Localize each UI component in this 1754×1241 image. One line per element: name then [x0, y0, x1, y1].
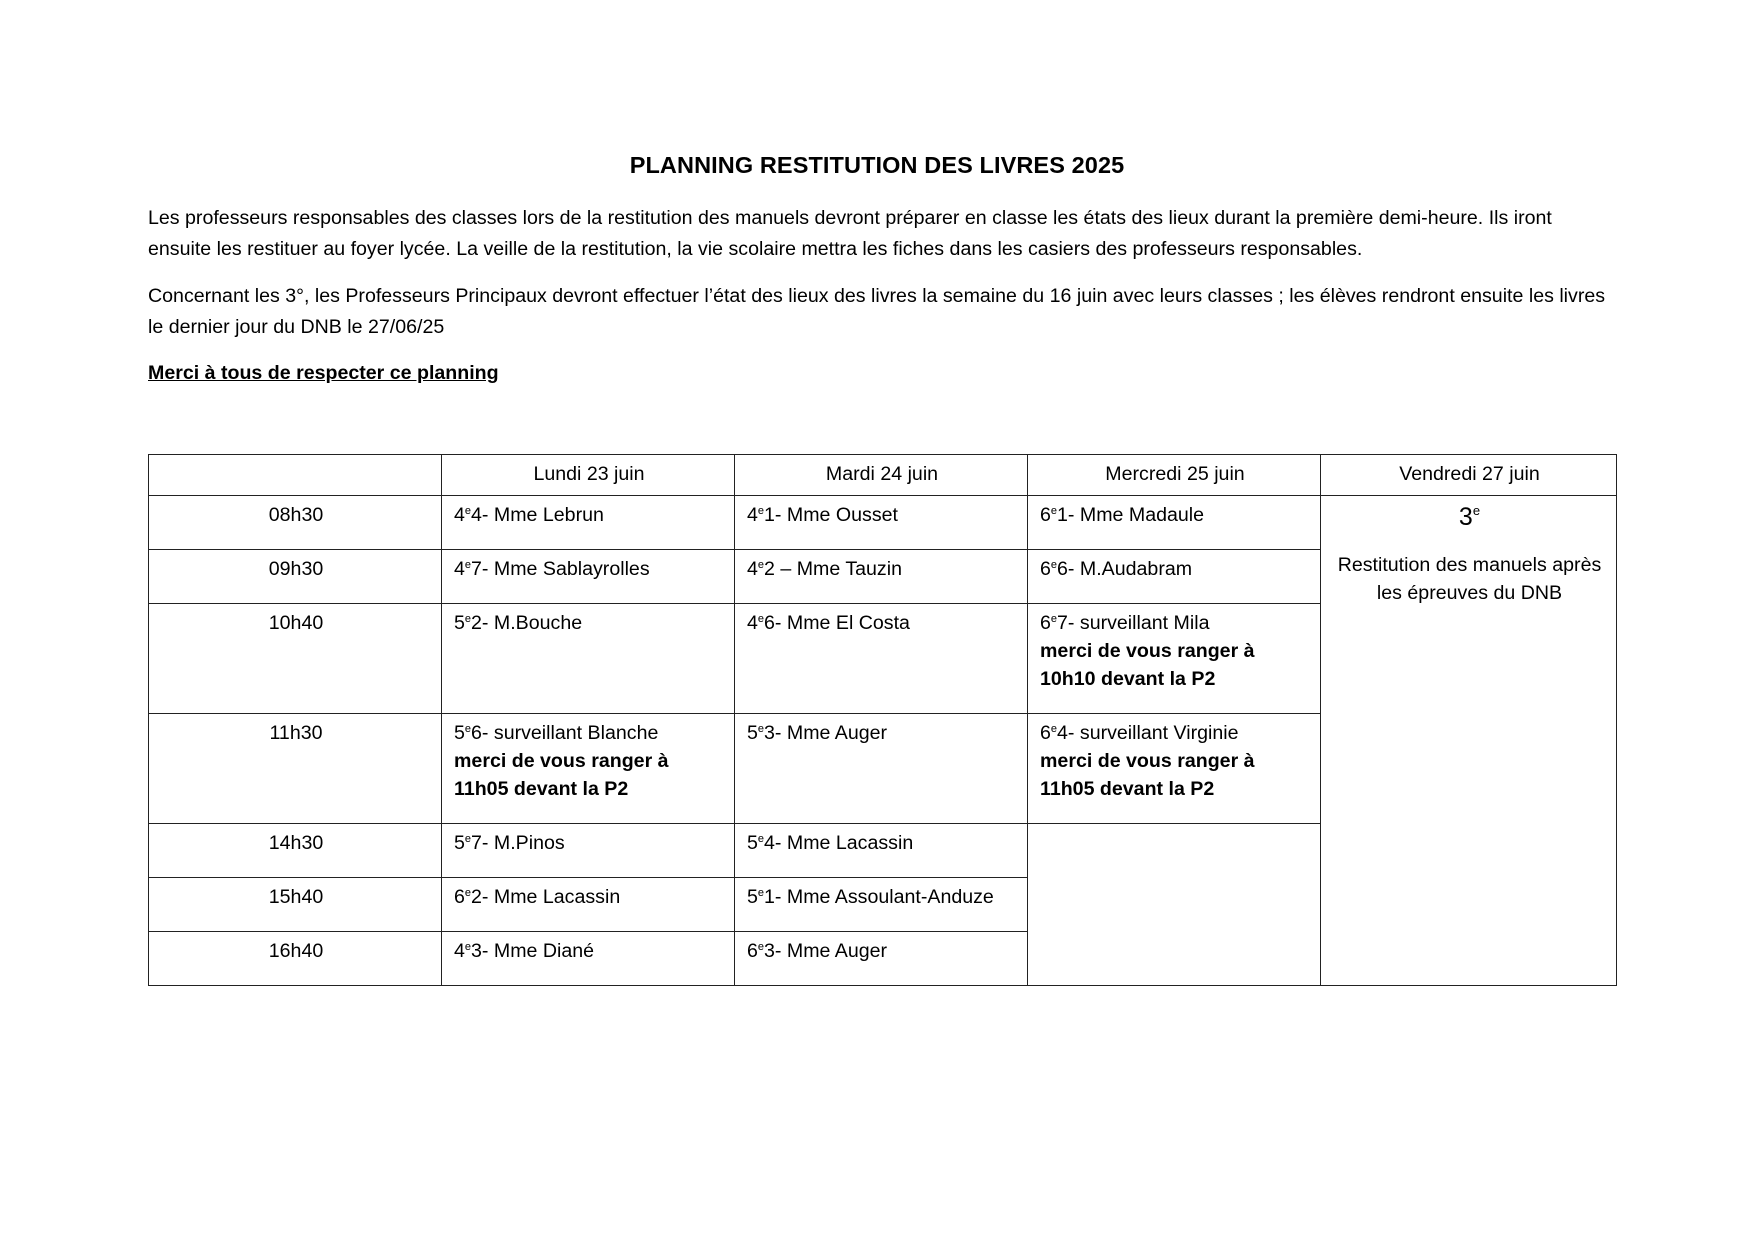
slot-cell: 4e7- Mme Sablayrolles — [442, 550, 735, 604]
time-cell: 15h40 — [149, 878, 442, 932]
level-label: 3e — [1458, 503, 1481, 531]
slot-cell: 5e7- M.Pinos — [442, 824, 735, 878]
time-cell: 10h40 — [149, 604, 442, 714]
slot-cell: 4e6- Mme El Costa — [735, 604, 1028, 714]
slot-cell: 4e4- Mme Lebrun — [442, 496, 735, 550]
header-mercredi: Mercredi 25 juin — [1028, 455, 1321, 496]
vendredi-cell — [1321, 496, 1617, 986]
slot-cell: 6e3- Mme Auger — [735, 932, 1028, 986]
time-cell: 11h30 — [149, 714, 442, 824]
empty-mercredi-cell — [1028, 824, 1321, 986]
slot-cell: 5e4- Mme Lacassin — [735, 824, 1028, 878]
header-lundi: Lundi 23 juin — [442, 455, 735, 496]
thanks-note: Merci à tous de respecter ce planning — [148, 362, 499, 384]
slot-cell: 6e4- surveillant Virginie merci de vous ranger à 11h05 devant la P2 — [1028, 714, 1321, 824]
slot-cell: 5e3- Mme Auger — [735, 714, 1028, 824]
page-title: PLANNING RESTITUTION DES LIVRES 2025 — [629, 152, 1125, 178]
vendredi-note: Restitution des manuels après les épreuves du DNB — [1337, 554, 1602, 604]
slot-cell: 5e2- M.Bouche — [442, 604, 735, 714]
slot-cell: 5e6- surveillant Blanche merci de vous ranger à 11h05 devant la P2 — [442, 714, 735, 824]
header-empty — [149, 455, 442, 496]
time-cell: 14h30 — [149, 824, 442, 878]
intro-paragraph: Les professeurs responsables des classes lors de la restitution des manuels devront préparer en classe les états des lieux durant la première demi-heure. Ils iront ensuite les restituer au foyer lycée. La veille de la restitution, la vie scolaire mettra les fiches dans les casiers des professeurs responsables. — [148, 207, 1552, 260]
ranger-note: merci de vous ranger à 11h05 devant la P2 — [454, 750, 669, 800]
slot-cell: 6e2- Mme Lacassin — [442, 878, 735, 932]
slot-cell: 6e1- Mme Madaule — [1028, 496, 1321, 550]
third-grade-paragraph: Concernant les 3°, les Professeurs Principaux devront effectuer l’état des lieux des livres la semaine du 16 juin avec leurs classes ; les élèves rendront ensuite les livres le dernier jour du DNB le 27/06/25 — [148, 285, 1606, 338]
time-cell: 16h40 — [149, 932, 442, 986]
header-mardi: Mardi 24 juin — [735, 455, 1028, 496]
ranger-note: merci de vous ranger à 10h10 devant la P2 — [1040, 640, 1255, 690]
slot-cell: 6e6- M.Audabram — [1028, 550, 1321, 604]
slot-cell: 4e3- Mme Diané — [442, 932, 735, 986]
header-vendredi: Vendredi 27 juin — [1321, 455, 1617, 496]
ranger-note: merci de vous ranger à 11h05 devant la P2 — [1040, 750, 1255, 800]
slot-cell: 5e1- Mme Assoulant-Anduze — [735, 878, 1028, 932]
table-row — [149, 496, 1617, 550]
time-cell: 08h30 — [149, 496, 442, 550]
planning-table — [148, 454, 1617, 986]
table-header-row — [149, 455, 1617, 496]
time-cell: 09h30 — [149, 550, 442, 604]
slot-cell: 4e2 – Mme Tauzin — [735, 550, 1028, 604]
slot-cell: 6e7- surveillant Mila merci de vous ranger à 10h10 devant la P2 — [1028, 604, 1321, 714]
slot-cell: 4e1- Mme Ousset — [735, 496, 1028, 550]
